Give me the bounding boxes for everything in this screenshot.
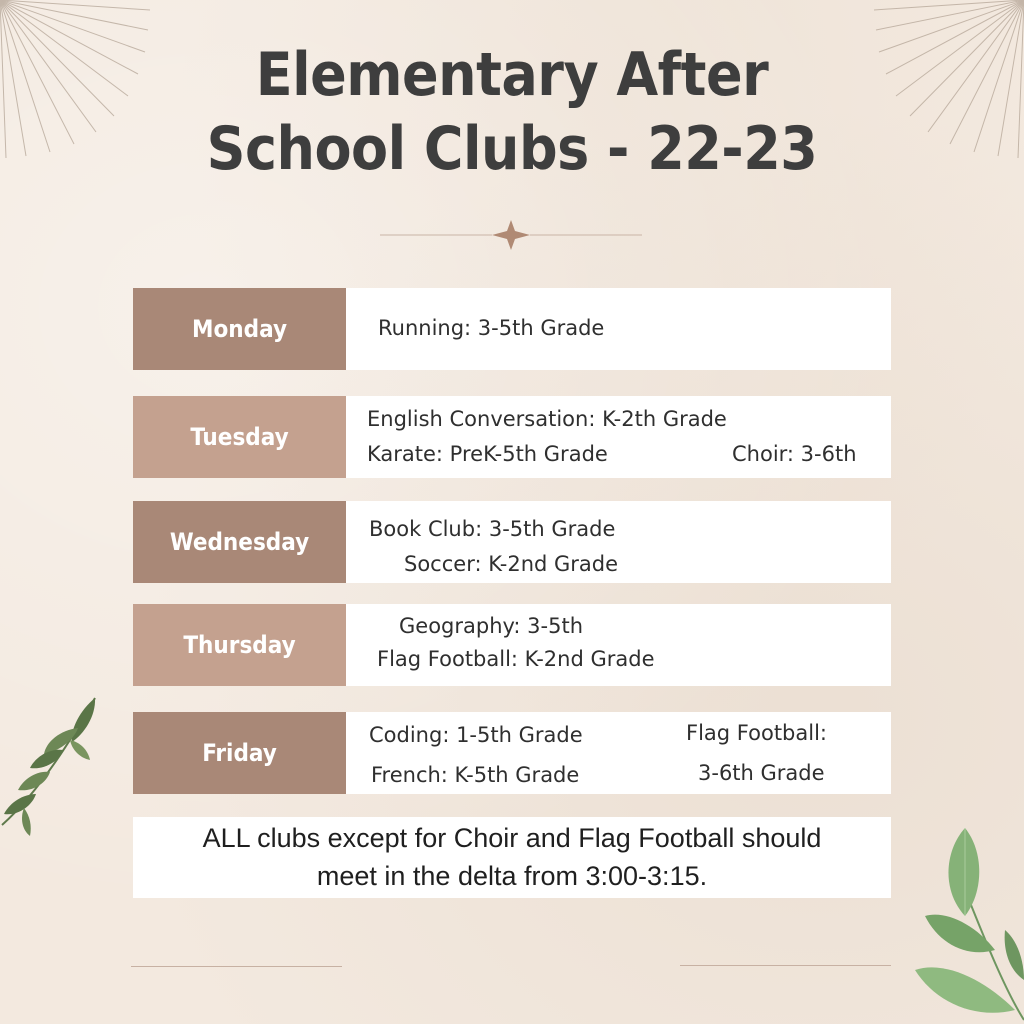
day-label: Tuesday [133,396,346,478]
club-entry: Karate: PreK-5th Grade [367,442,608,466]
club-entry: Soccer: K-2nd Grade [404,552,619,576]
title-line-2: School Clubs - 22-23 [206,114,818,184]
note-line-1: ALL clubs except for Choir and Flag Football should [202,823,822,853]
schedule-row-monday [133,288,891,370]
club-entry: 3-6th Grade [698,761,825,785]
footer-divider-right [680,965,891,966]
club-list [346,712,891,794]
club-list [346,501,891,583]
day-label: Thursday [133,604,346,686]
leaf-branch-left [0,690,110,840]
club-list [346,396,891,478]
schedule-row-thursday [133,604,891,686]
day-label: Monday [133,288,346,370]
title-line-1: Elementary After [255,40,769,110]
club-entry: Flag Football: [686,721,827,745]
club-entry: French: K-5th Grade [371,763,580,787]
schedule-row-friday [133,712,891,794]
note-line-2: meet in the delta from 3:00-3:15. [316,861,708,891]
club-entry: English Conversation: K-2th Grade [367,407,727,431]
club-list [346,288,891,370]
ornament-divider [380,220,642,250]
day-label: Wednesday [133,501,346,583]
day-label: Friday [133,712,346,794]
club-entry: Geography: 3-5th [399,614,584,638]
schedule-row-wednesday [133,501,891,583]
club-entry: Flag Football: K-2nd Grade [377,647,655,671]
club-entry: Book Club: 3-5th Grade [369,517,616,541]
club-entry: Coding: 1-5th Grade [369,723,583,747]
club-entry: Running: 3-5th Grade [378,316,605,340]
schedule-row-tuesday [133,396,891,478]
footer-divider-left [131,966,342,967]
club-list [346,604,891,686]
club-entry: Choir: 3-6th [732,442,857,466]
page-title [0,38,1024,186]
meeting-note [133,817,891,898]
leaf-branch-right [905,820,1024,1024]
